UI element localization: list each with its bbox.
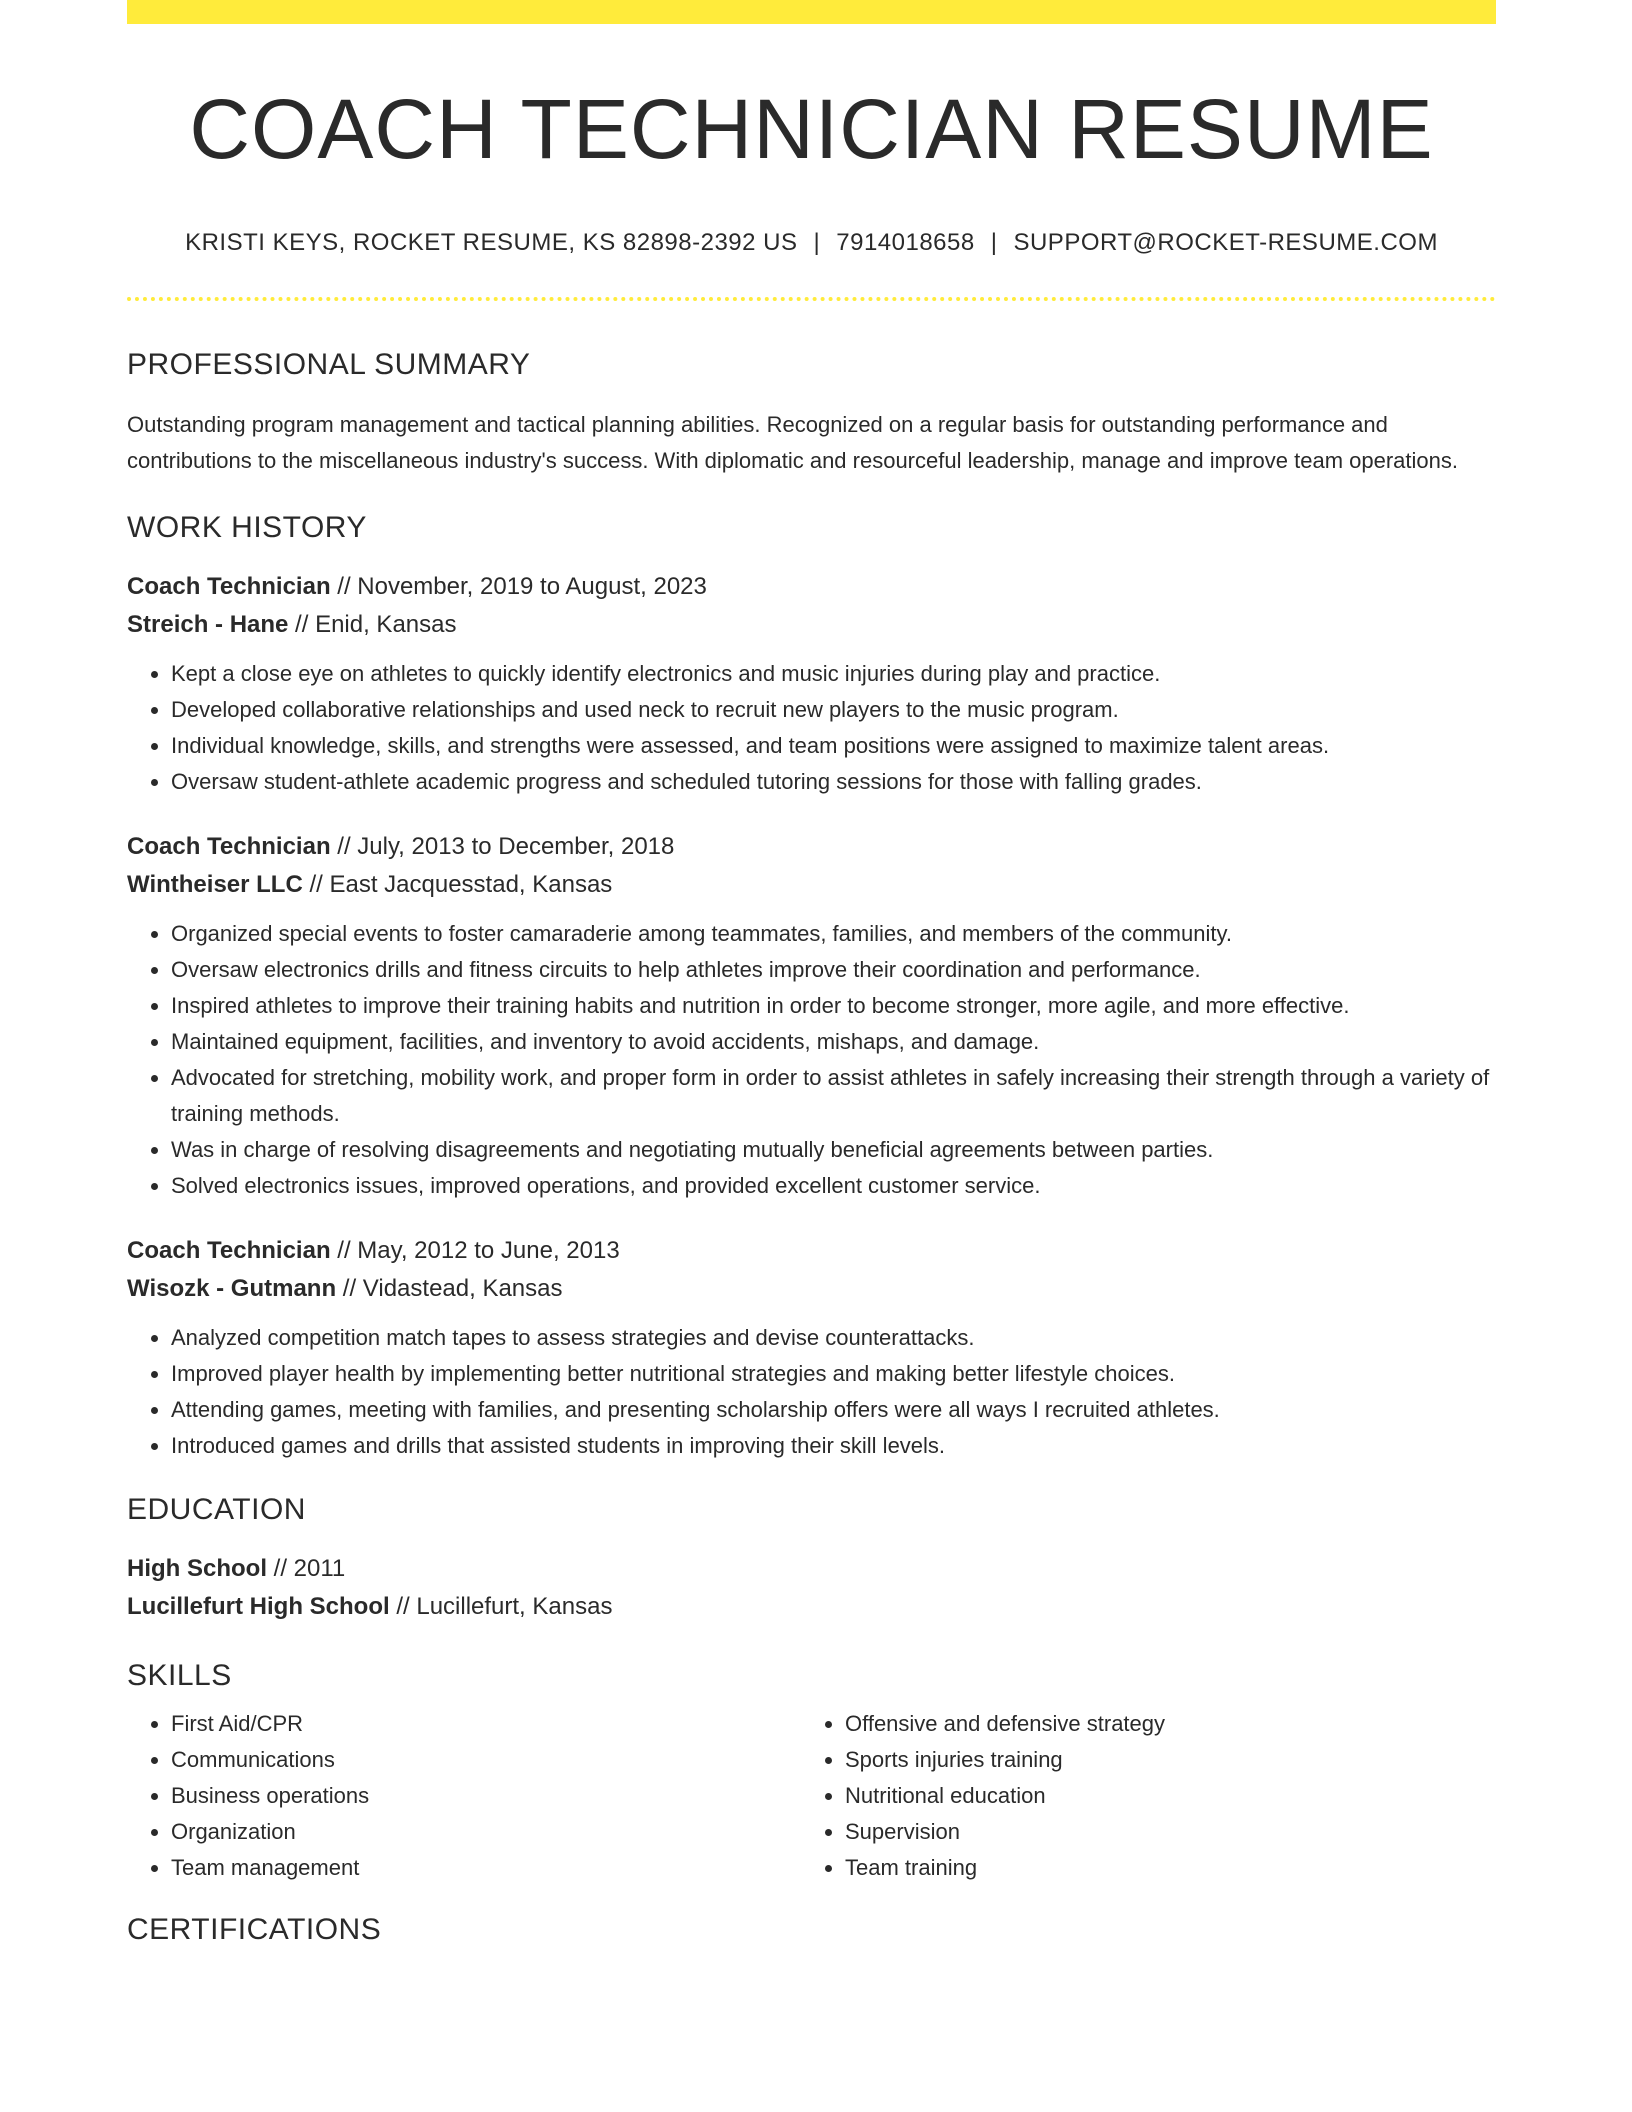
- job-company: Wintheiser LLC: [127, 871, 303, 898]
- job-company-line: [127, 606, 1496, 644]
- education-school-line: [127, 1588, 1496, 1626]
- job-company: Wisozk - Gutmann: [127, 1275, 337, 1302]
- list-item: • Analyzed competition match tapes to assess strategies and devise counterattacks.: [171, 1320, 1496, 1356]
- resume-title: COACH TECHNICIAN RESUME: [189, 82, 1434, 176]
- job-company-line: [127, 1270, 1496, 1308]
- resume-page: [127, 0, 1496, 1948]
- summary-text: Outstanding program management and tactical planning abilities. Recognized on a regular basis for outstanding performance and contributions to the miscellaneous industry's success. With diplomatic and resourceful leadership, manage and improve team operations.: [127, 412, 1458, 473]
- summary-heading: PROFESSIONAL SUMMARY: [127, 348, 531, 381]
- skills-right-list: [801, 1706, 1475, 1886]
- list-item: • Nutritional education: [845, 1778, 1475, 1814]
- job-location: // Enid, Kansas: [288, 611, 457, 638]
- job-title: Coach Technician: [127, 1237, 331, 1264]
- accent-bar: [127, 0, 1496, 24]
- job-location: // Vidastead, Kansas: [336, 1275, 563, 1302]
- list-item: • Was in charge of resolving disagreements and negotiating mutually beneficial agreements between parties.: [171, 1132, 1496, 1168]
- list-item: • Organized special events to foster camaraderie among teammates, families, and members of the community.: [171, 916, 1496, 952]
- list-item: • Maintained equipment, facilities, and inventory to avoid accidents, mishaps, and damage.: [171, 1024, 1496, 1060]
- list-item: • Developed collaborative relationships and used neck to recruit new players to the music program.: [171, 692, 1496, 728]
- contact-separator: |: [813, 229, 821, 256]
- list-item: • Introduced games and drills that assisted students in improving their skill levels.: [171, 1428, 1496, 1464]
- education-degree-line: [127, 1550, 1496, 1588]
- job-bullets: [127, 916, 1496, 1204]
- list-item: • Individual knowledge, skills, and strengths were assessed, and team positions were assigned to maximize talent areas.: [171, 728, 1496, 764]
- list-item: • Sports injuries training: [845, 1742, 1475, 1778]
- job-dates: // July, 2013 to December, 2018: [330, 833, 675, 860]
- contact-address: KRISTI KEYS, ROCKET RESUME, KS 82898-2392 US: [185, 229, 798, 256]
- list-item: • First Aid/CPR: [171, 1706, 801, 1742]
- contact-separator: |: [990, 229, 998, 256]
- skills-columns: [127, 1706, 1496, 1886]
- list-item: • Offensive and defensive strategy: [845, 1706, 1475, 1742]
- work-history-heading: WORK HISTORY: [127, 511, 367, 544]
- list-item: • Supervision: [845, 1814, 1475, 1850]
- contact-email[interactable]: SUPPORT@ROCKET-RESUME.COM: [1013, 229, 1438, 256]
- list-item: • Attending games, meeting with families, and presenting scholarship offers were all ways I recruited athletes.: [171, 1392, 1496, 1428]
- education-heading: EDUCATION: [127, 1493, 306, 1526]
- job-entry: [127, 828, 1496, 1204]
- list-item: • Communications: [171, 1742, 801, 1778]
- list-item: • Oversaw student-athlete academic progress and scheduled tutoring sessions for those with falling grades.: [171, 764, 1496, 800]
- list-item: • Kept a close eye on athletes to quickly identify electronics and music injuries during play and practice.: [171, 656, 1496, 692]
- list-item: • Business operations: [171, 1778, 801, 1814]
- job-company-line: [127, 866, 1496, 904]
- dotted-divider: [127, 297, 1496, 301]
- job-location: // East Jacquesstad, Kansas: [302, 871, 613, 898]
- job-dates: // May, 2012 to June, 2013: [330, 1237, 620, 1264]
- job-title: Coach Technician: [127, 833, 331, 860]
- education-location: // Lucillefurt, Kansas: [389, 1593, 613, 1620]
- list-item: • Improved player health by implementing better nutritional strategies and making better lifestyle choices.: [171, 1356, 1496, 1392]
- job-company: Streich - Hane: [127, 611, 289, 638]
- contact-phone[interactable]: 7914018658: [836, 229, 975, 256]
- job-title: Coach Technician: [127, 573, 331, 600]
- list-item: • Oversaw electronics drills and fitness circuits to help athletes improve their coordination and performance.: [171, 952, 1496, 988]
- list-item: • Solved electronics issues, improved operations, and provided excellent customer service.: [171, 1168, 1496, 1204]
- job-entry: [127, 1232, 1496, 1464]
- list-item: • Organization: [171, 1814, 801, 1850]
- job-bullets: [127, 656, 1496, 800]
- skills-left-list: [127, 1706, 801, 1886]
- education-degree: High School: [127, 1555, 267, 1582]
- skills-heading: SKILLS: [127, 1659, 232, 1692]
- education-entry: [127, 1550, 1496, 1626]
- education-school: Lucillefurt High School: [127, 1593, 390, 1620]
- contact-line: [127, 229, 1496, 257]
- list-item: • Team training: [845, 1850, 1475, 1886]
- job-bullets: [127, 1320, 1496, 1464]
- education-year: // 2011: [267, 1555, 346, 1582]
- list-item: • Inspired athletes to improve their training habits and nutrition in order to become stronger, more agile, and more effective.: [171, 988, 1496, 1024]
- job-dates: // November, 2019 to August, 2023: [330, 573, 707, 600]
- job-entry: [127, 568, 1496, 800]
- certifications-heading: CERTIFICATIONS: [127, 1913, 382, 1946]
- job-title-line: [127, 1232, 1496, 1270]
- list-item: • Team management: [171, 1850, 801, 1886]
- job-title-line: [127, 828, 1496, 866]
- job-title-line: [127, 568, 1496, 606]
- list-item: • Advocated for stretching, mobility work, and proper form in order to assist athletes in safely increasing their strength through a variety of training methods.: [171, 1060, 1496, 1132]
